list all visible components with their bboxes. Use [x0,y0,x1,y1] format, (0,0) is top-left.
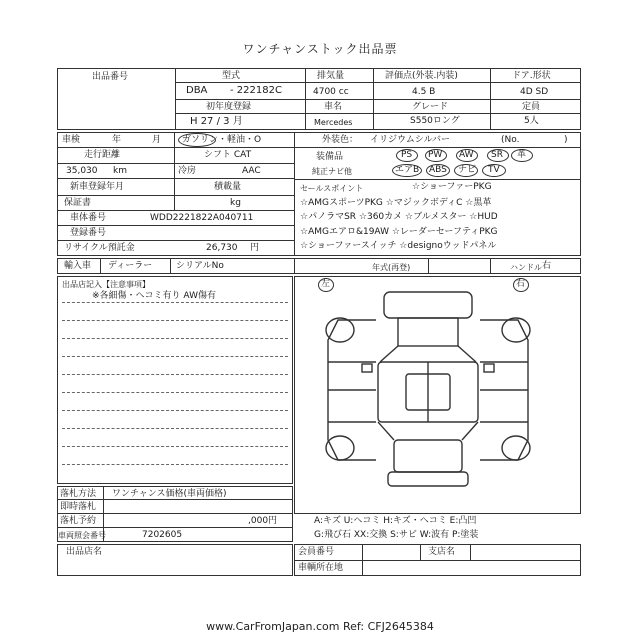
bid-label: 落札予約 [60,516,97,526]
document-title: ワンチャンストック出品票 [242,42,398,56]
doors-label: ドア.形状 [512,71,551,81]
sales-point-4: ☆AMGエアロ&19AW ☆レーダーセーフティPKG [300,227,498,237]
model-value: - 222182C [230,85,282,96]
inspection-month: 月 [152,135,162,145]
mileage-value: 35,030 [66,166,98,176]
aircon-label: 冷房 [178,166,197,176]
registration-number-label: 登録番号 [70,228,107,238]
color-number-close: ) [564,135,568,145]
inquiry-label: 車両照会番号 [58,531,106,540]
method-label: 落札方法 [60,489,97,499]
displacement-label: 排気量 [317,71,345,81]
method-value: ワンチャンス価格(車両価格) [112,489,227,499]
recycle-deposit-value: 26,730 [206,243,238,253]
instant-label: 即時落札 [60,502,97,512]
score-value: 4.5 B [412,87,436,97]
weight-label: 積載量 [214,182,242,192]
handle-value: 右 [542,261,552,271]
car-body-diagram [318,290,538,490]
weight-unit: kg [230,198,241,208]
first-registration-value: H 27 / 3 月 [190,116,243,127]
vin-label: 車体番号 [70,213,107,223]
inquiry-value: 7202605 [142,530,183,540]
warranty-label: 保証書 [64,198,92,208]
model-prefix: DBA [186,85,208,96]
make-label: 車名 [324,102,343,112]
make-value: Mercedes [314,118,353,127]
exterior-color-value: イリジウムシルバー [370,135,451,145]
notes-line-1: ※各細傷・ヘコミ有り AW傷有 [92,291,216,301]
shift-label: シフト CAT [204,150,252,160]
grade-value: S550ロング [410,116,460,126]
fuel-value: ガソリン・軽油・O [182,135,262,145]
inspection-label: 車検 [62,135,81,145]
color-number-label: (No. [501,135,520,145]
serial-label: シリアルNo [176,261,224,271]
capacity-label: 定員 [522,102,541,112]
equipment-label: 装備品 [316,152,344,162]
store-label: 出品店名 [66,547,103,557]
mileage-unit: km [113,166,127,176]
aircon-value: AAC [242,166,261,176]
sales-point-label: セールスポイント [300,184,364,193]
score-label: 評価点(外装.内装) [385,71,458,81]
lot-number-label: 出品番号 [92,72,129,82]
rework-label: 年式(再登) [372,263,411,272]
member-number-label: 会員番号 [298,547,335,557]
notes-box [57,276,293,484]
capacity-value: 5人 [524,116,539,126]
sales-point-5: ☆ショーファースイッチ ☆designoウッドパネル [300,241,497,251]
branch-label: 支店名 [428,547,456,557]
inspection-year: 年 [112,135,122,145]
new-registration-label: 新車登録年月 [70,182,125,192]
left-side-label: 左 [321,279,331,289]
model-label: 型式 [222,71,241,81]
exterior-color-label: 外装色： [322,135,359,145]
sales-point-3: ☆パノラマSR ☆360カメ ☆ブルメスター ☆HUD [300,212,498,222]
recycle-deposit-label: リサイクル預託金 [64,243,135,253]
doors-value: 4D SD [520,87,549,97]
grade-label: グレード [412,102,449,112]
recycle-deposit-unit: 円 [250,243,260,253]
equipment-row-2-label: 純正ナビ他 [312,167,352,176]
legend-line-1: A:キズ U:ヘコミ H:キズ・ヘコミ E:凸凹 [314,516,477,526]
stock-location-label: 車輌所在地 [298,563,344,573]
displacement-value: 4700 cc [313,87,349,97]
vin-value: WDD2221822A040711 [150,213,254,223]
sales-point-1: ☆ショーファーPKG [412,182,492,192]
legend-line-2: G:飛び石 XX:交換 S:サビ W:波有 P:塗装 [314,530,479,540]
first-registration-label: 初年度登録 [206,102,252,112]
import-label: 輸入車 [64,261,92,271]
mileage-label: 走行距離 [84,150,121,160]
dealer-label: ディーラー [108,261,153,271]
sales-point-2: ☆AMGスポーツPKG ☆マジックボディC ☆黒革 [300,198,492,208]
footer-reference: www.CarFromJapan.com Ref: CFJ2645384 [206,620,434,633]
handle-label: ハンドル [510,263,542,272]
notes-title: 出品店記入【注意事項】 [62,280,150,289]
right-side-label: 右 [516,279,526,289]
bid-value: ,000円 [248,516,278,526]
